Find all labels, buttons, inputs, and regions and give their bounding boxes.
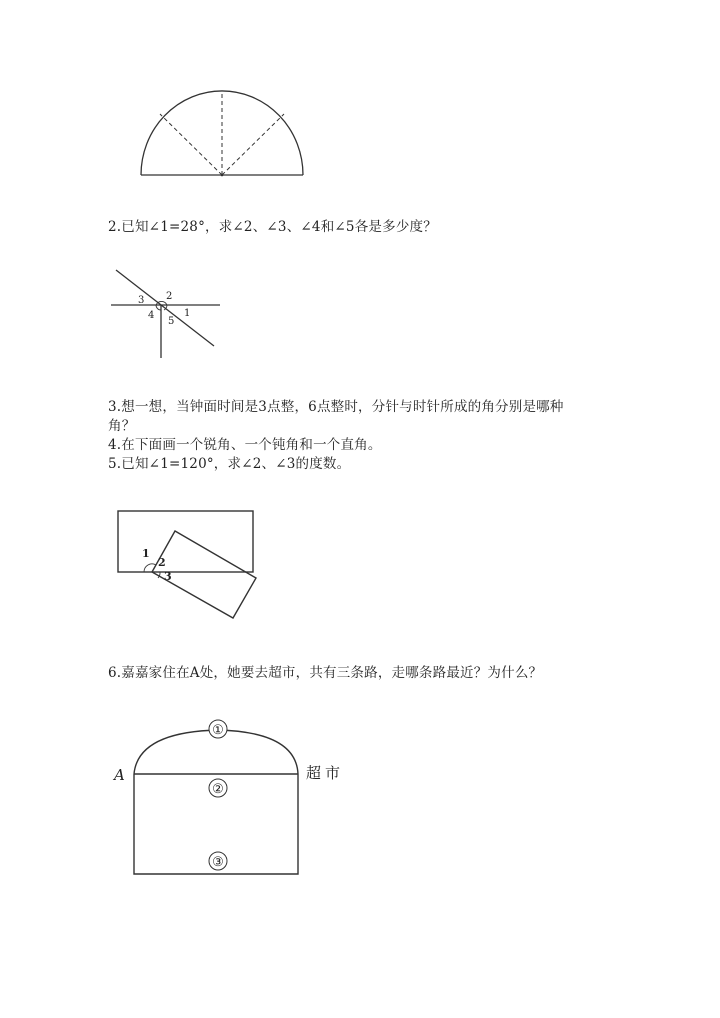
question-3-line-1: 3.想一想，当钟面时间是3点整，6点整时，分针与时针所成的角分别是哪种 [108,399,564,415]
question-2: 2.已知∠1=28°，求∠2、∠3、∠4和∠5各是多少度？ [108,219,437,235]
angle-arc [156,305,161,310]
angle-label: 4 [148,310,155,321]
angle-label: 2 [166,291,173,302]
horizontal-rectangle [118,511,253,572]
supermarket-label: 超市 [306,764,345,782]
angle-label: 1 [142,547,150,560]
route-2-label: ② [212,782,224,797]
semicircle-figure [130,84,320,184]
semicircle-center [221,174,224,177]
question-6: 6.嘉嘉家住在A处，她要去超市，共有三条路，走哪条路最近？为什么？ [108,665,543,681]
dashed-radius-left [160,114,222,175]
question-4: 4.在下面画一个锐角、一个钝角和一个直角。 [108,437,382,453]
angle-label: 3 [164,570,172,583]
question-5: 5.已知∠1=120°，求∠2、∠3的度数。 [108,456,351,472]
start-point-label: A [114,766,125,784]
route-1-label: ① [212,723,224,738]
route-3-label: ③ [212,855,224,870]
diagonal-line [116,270,214,346]
dashed-radius-right [222,114,284,175]
angle-label: 5 [168,316,175,327]
question-3-line-2: 角？ [108,418,136,434]
intersecting-lines-figure [108,266,228,361]
angle-label: 1 [184,308,191,319]
routes-figure [108,712,368,892]
angle-label: 3 [138,295,145,306]
angle-label: 2 [158,556,166,569]
overlapping-rectangles-figure [110,505,262,625]
